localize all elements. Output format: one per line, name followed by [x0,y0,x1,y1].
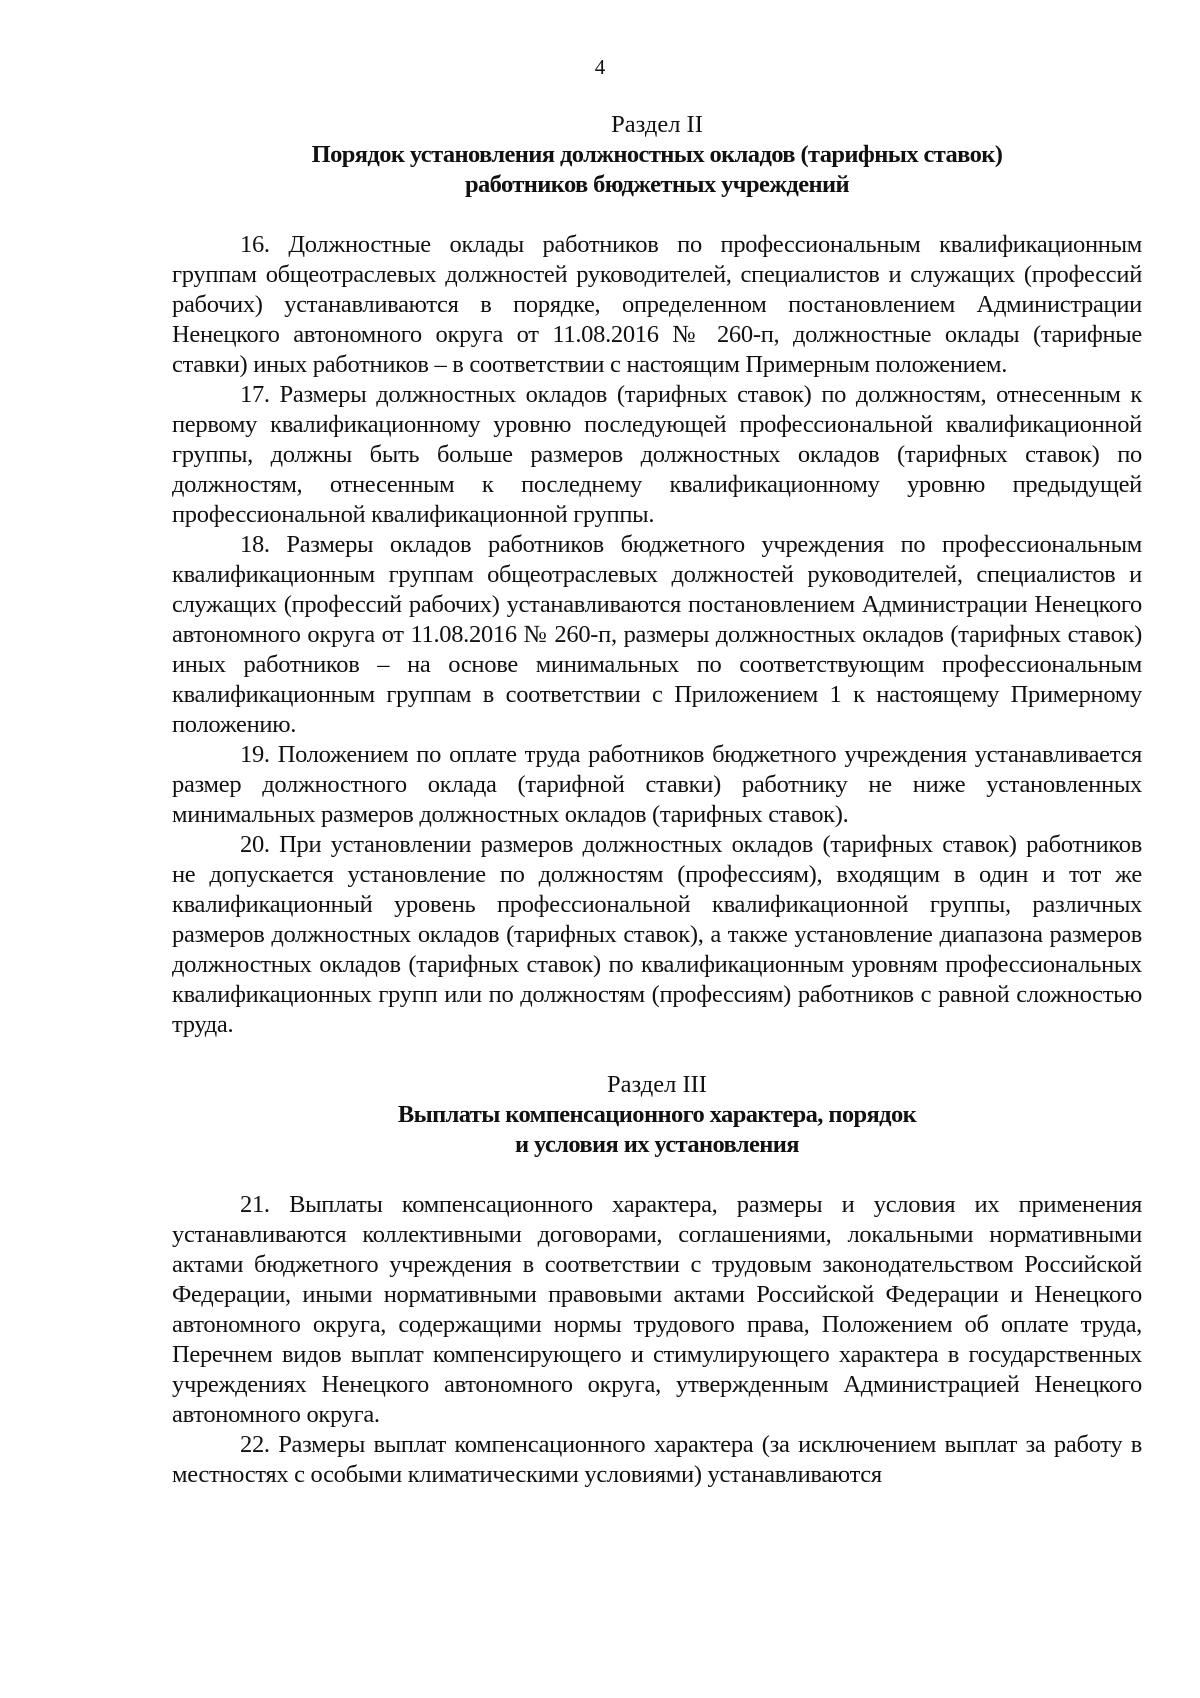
paragraph-17: 17. Размеры должностных окладов (тарифных ставок) по должностям, отнесенным к первому квалификационному уровню последующей профессиональной квалификационной группы, должны быть больше размеров должностных окладов (тарифных ставок) по должностям, отнесенным к последнему квалификационному уровню предыдущей профессиональной квалификационной группы. [172,381,1142,528]
paragraph-21: 21. Выплаты компенсационного характера, размеры и условия их применения устанавливаются коллективными договорами, соглашениями, локальными нормативными актами бюджетного учреждения в соответствии с трудовым законодательством Российской Федерации, иными нормативными правовыми актами Российской Федерации и Ненецкого автономного округа, содержащими нормы трудового права, Положением об оплате труда, Перечнем видов выплат компенсирующего и стимулирующего характера в государственных учреждениях Ненецкого автономного округа, утвержденным Администрацией Ненецкого автономного округа. [172,1191,1142,1428]
spacer [172,1040,1142,1070]
paragraph-18: 18. Размеры окладов работников бюджетного учреждения по профессиональным квалификационным группам общеотраслевых должностей руководителей, специалистов и служащих (профессий рабочих) устанавливаются постановлением Администрации Ненецкого автономного округа от 11.08.2016 № 260-п, размеры должностных окладов (тарифных ставок) иных работников – на основе минимальных по соответствующим профессиональным квалификационным группам в соответствии с Приложением 1 к настоящему Примерному положению. [172,531,1142,738]
paragraph-20: 20. При установлении размеров должностных окладов (тарифных ставок) работников не допускается установление по должностям (профессиям), входящим в один и тот же квалификационный уровень профессиональной квалификационной группы, различных размеров должностных окладов (тарифных ставок), а также установление диапазона размеров должностных окладов (тарифных ставок) по квалификационным уровням профессиональных квалификационных групп или по должностям (профессиям) работников с равной сложностью труда. [172,831,1142,1038]
section-3-label: Раздел III [607,1071,707,1098]
paragraph-19: 19. Положением по оплате труда работников бюджетного учреждения устанавливается размер должностного оклада (тарифной ставки) работнику не ниже установленных минимальных размеров должностных окладов (тарифных ставок). [172,741,1142,828]
spacer [172,1160,1142,1190]
section-2-title [172,140,1142,200]
paragraph-22: 22. Размеры выплат компенсационного характера (за исключением выплат за работу в местностях с особыми климатическими условиями) устанавливаются [172,1431,1142,1488]
document-body [172,110,1142,1490]
section-3-heading [172,1070,1142,1160]
section-3-title [172,1100,1142,1160]
paragraph-16: 16. Должностные оклады работников по профессиональным квалификационным группам общеотраслевых должностей руководителей, специалистов и служащих (профессий рабочих) устанавливаются в порядке, определенном постановлением Администрации Ненецкого автономного округа от 11.08.2016 № 260-п, должностные оклады (тарифные ставки) иных работников – в соответствии с настоящим Примерным положением. [172,231,1142,378]
section-2-label: Раздел II [611,111,703,138]
section-3-title-line-2: и условия их установления [515,1131,799,1158]
section-2-title-line-1: Порядок установления должностных окладов (тарифных ставок) [311,141,1003,168]
spacer [172,200,1142,230]
section-2-title-line-2: работников бюджетных учреждений [464,171,850,198]
section-2-heading [172,110,1142,200]
section-3-title-line-1: Выплаты компенсационного характера, порядок [397,1101,917,1128]
page-number: 4 [594,55,606,79]
